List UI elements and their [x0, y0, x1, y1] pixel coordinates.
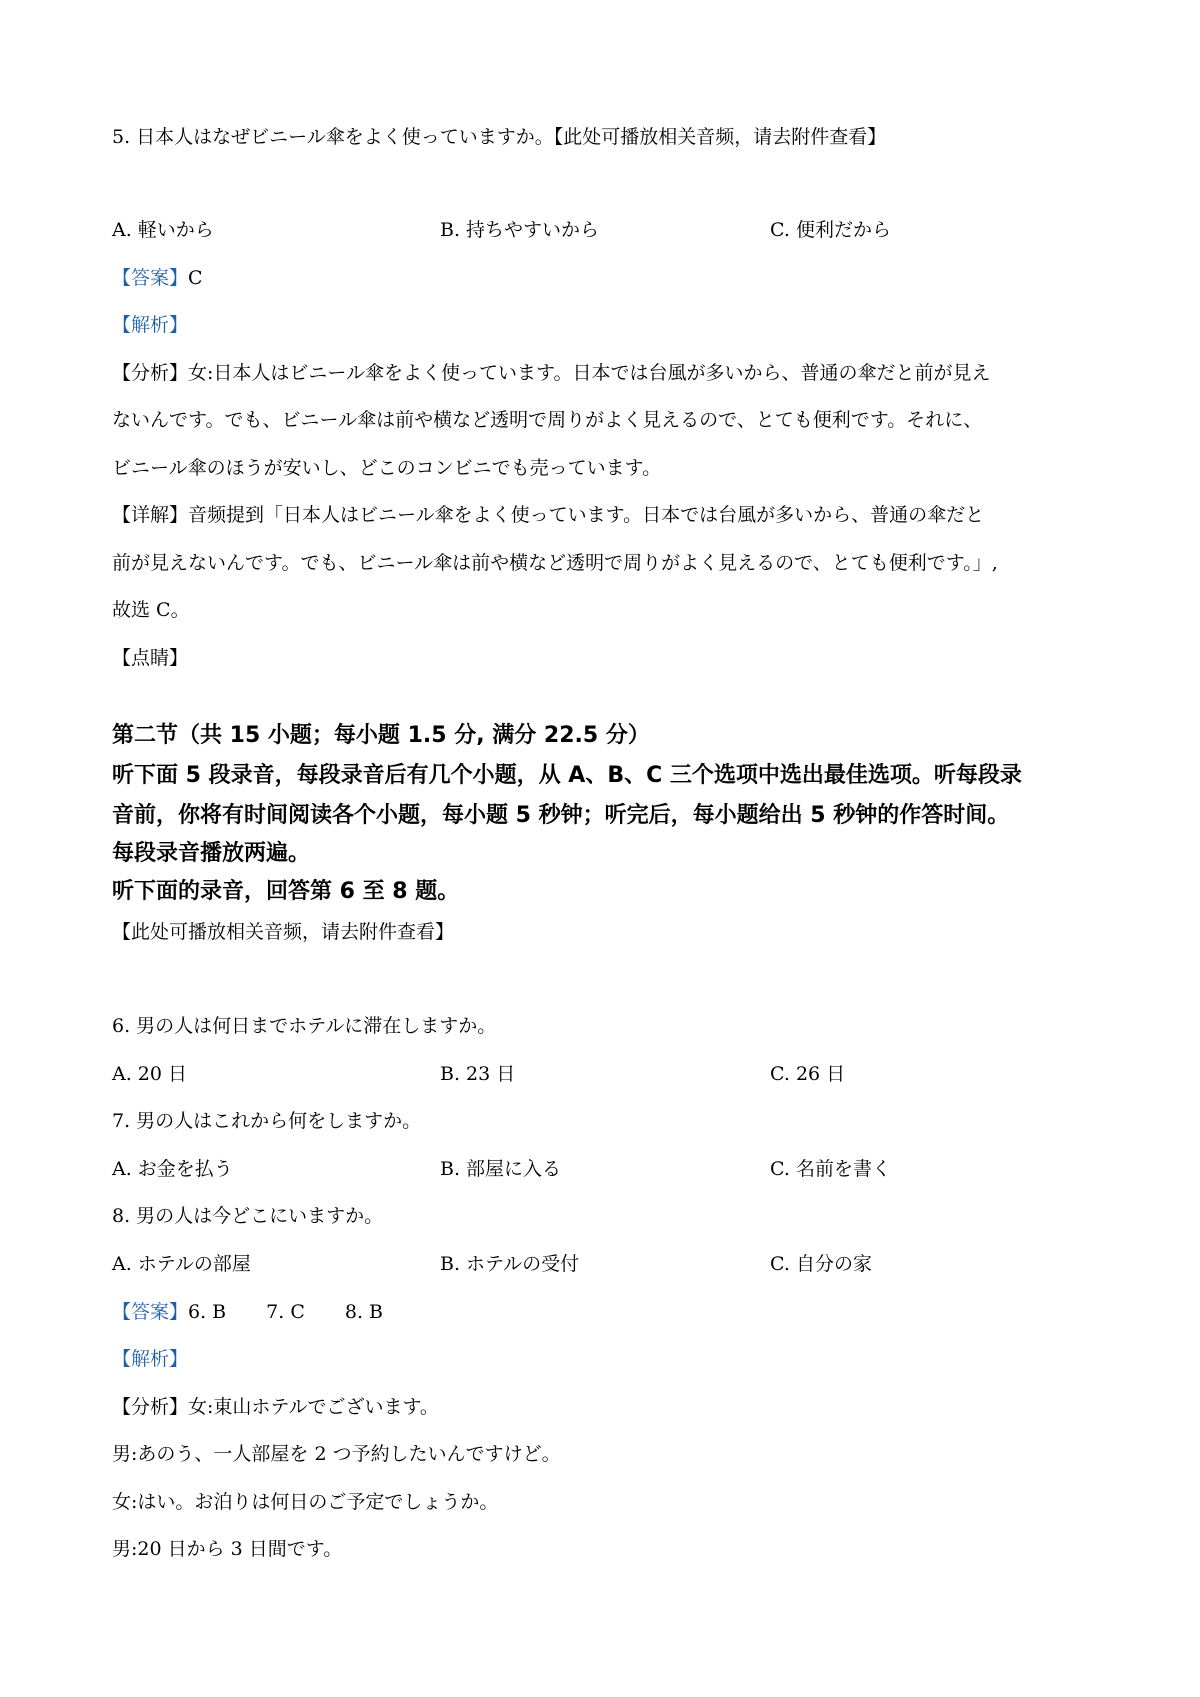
dialogue-line-3: 女:はい。お泊りは何日のご予定でしょうか。	[112, 1491, 499, 1513]
q5-option-c: C. 便利だから	[770, 219, 891, 241]
q6-8-answers	[112, 1303, 383, 1322]
section2-audio-note: 【此处可播放相关音频，请去附件查看】	[112, 921, 455, 943]
dialogue-line-2: 男:あのう、一人部屋を 2 つ予約したいんですけど。	[112, 1443, 561, 1465]
dialogue-line-1: 【分析】女:東山ホテルでございます。	[112, 1396, 439, 1418]
question-8: 8. 男の人は今どこにいますか。	[112, 1205, 384, 1227]
q6-8-analysis-label: 【解析】	[112, 1348, 189, 1370]
q5-fenxi-line-2: ないんです。でも、ビニール傘は前や横など透明で周りがよく見えるので、とても便利です。それに、	[112, 409, 983, 431]
answer-8: 8. B	[344, 1301, 384, 1323]
q5-analysis-label: 【解析】	[112, 314, 189, 336]
answer-value: C	[188, 267, 203, 289]
q5-option-a: A. 軽いから	[112, 219, 214, 241]
answer-label: 【答案】	[112, 1301, 189, 1323]
q5-xiangjie-line-2: 前が見えないんです。でも、ビニール傘は前や横など透明で周りがよく見えるので、とても便利です。」,	[112, 552, 998, 574]
question-7: 7. 男の人はこれから何をしますか。	[112, 1110, 422, 1132]
q8-option-a: A. ホテルの部屋	[112, 1253, 251, 1275]
answer-label: 【答案】	[112, 267, 189, 289]
question-6: 6. 男の人は何日までホテルに滞在しますか。	[112, 1015, 497, 1037]
q7-option-b: B. 部屋に入る	[440, 1158, 562, 1180]
q5-dianjing: 【点睛】	[112, 647, 189, 669]
q5-option-b: B. 持ちやすいから	[440, 219, 600, 241]
section2-instruction-4: 听下面的录音，回答第 6 至 8 题。	[112, 879, 460, 904]
q5-xiangjie-line-3: 故选 C。	[112, 599, 190, 621]
q6-option-c: C. 26 日	[770, 1063, 846, 1085]
q7-option-a: A. お金を払う	[112, 1158, 233, 1180]
section2-instruction-3: 每段录音播放两遍。	[112, 841, 311, 866]
section2-title: 第二节（共 15 小题；每小题 1.5 分, 满分 22.5 分）	[112, 723, 650, 748]
section2-instruction-2: 音前，你将有时间阅读各个小题，每小题 5 秒钟；听完后，每小题给出 5 秒钟的作答时间。	[112, 803, 1010, 828]
question-5: 5. 日本人はなぜビニール傘をよく使っていますか。【此处可播放相关音频，请去附件查看】	[112, 126, 887, 148]
q7-option-c: C. 名前を書く	[770, 1158, 891, 1180]
q5-fenxi-line-1: 【分析】女:日本人はビニール傘をよく使っています。日本では台風が多いから、普通の傘だと前が見え	[112, 362, 991, 384]
q6-option-b: B. 23 日	[440, 1063, 516, 1085]
answer-7: 7. C	[266, 1301, 305, 1323]
q5-xiangjie-line-1: 【详解】音频提到「日本人はビニール傘をよく使っています。日本では台風が多いから、普通の傘だと	[112, 504, 985, 526]
q8-option-b: B. ホテルの受付	[440, 1253, 580, 1275]
q5-fenxi-line-3: ビニール傘のほうが安いし、どこのコンビニでも売っています。	[112, 457, 662, 479]
q5-answer	[112, 269, 203, 288]
answer-6: 6. B	[188, 1301, 227, 1323]
q6-option-a: A. 20 日	[112, 1063, 188, 1085]
q8-option-c: C. 自分の家	[770, 1253, 872, 1275]
section2-instruction-1: 听下面 5 段录音，每段录音后有几个小题，从 A、B、C 三个选项中选出最佳选项。听每段录	[112, 763, 1022, 788]
dialogue-line-4: 男:20 日から 3 日間です。	[112, 1538, 343, 1560]
